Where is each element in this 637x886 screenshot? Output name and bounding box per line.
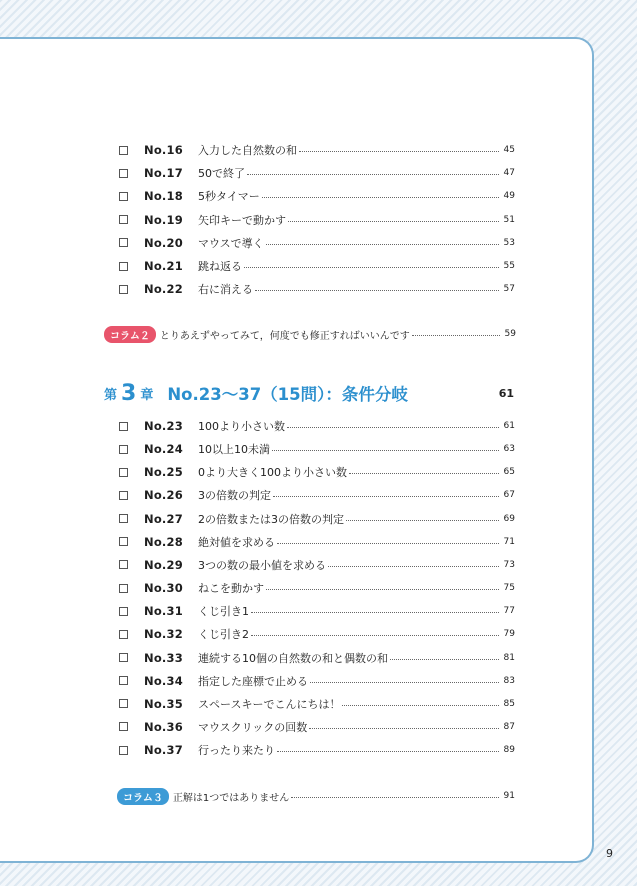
chapter-prefix: 第 [104, 387, 118, 403]
toc-entry [119, 257, 515, 275]
entry-title: 指定した座標で止める [198, 674, 308, 688]
checkbox[interactable] [119, 238, 128, 247]
toc-entry [119, 625, 515, 643]
toc-entry [119, 556, 515, 574]
entry-title: 行ったり来たり [198, 744, 275, 758]
entry-number: No.32 [144, 627, 183, 642]
leader-dots [262, 197, 499, 198]
entry-title: くじ引き2 [198, 628, 249, 642]
toc-entry [119, 695, 515, 713]
entry-number: No.27 [144, 511, 183, 526]
entry-number: No.21 [144, 259, 183, 273]
entry-number: No.23 [144, 419, 183, 433]
leader-dots [288, 221, 499, 222]
page-number: 85 [503, 698, 515, 709]
page-number: 89 [503, 745, 515, 756]
page-number: 47 [503, 168, 515, 179]
entry-title: マウスで導く [198, 236, 264, 250]
entry-title: くじ引き1 [198, 605, 249, 619]
page-number: 83 [503, 675, 515, 686]
column-title: 正解は1つではありません [172, 792, 290, 804]
checkbox[interactable] [119, 653, 128, 662]
entry-number: No.35 [144, 696, 183, 711]
toc-entry [119, 510, 515, 528]
page-number: 77 [503, 606, 515, 617]
page-number: 53 [503, 237, 515, 248]
leader-dots [266, 244, 499, 245]
entry-title: 3の倍数の判定 [198, 489, 271, 503]
entry-title: 跳ね返る [198, 260, 242, 273]
column-badge: コラム２ [104, 326, 156, 343]
entry-number: No.31 [144, 604, 183, 619]
column-title: とりあえずやってみて，何度でも修正すればいいんです [159, 330, 410, 342]
page-number: 57 [503, 284, 515, 295]
page-number: 79 [503, 629, 515, 640]
checkbox[interactable] [119, 262, 128, 271]
checkbox[interactable] [119, 560, 128, 569]
toc-entry [119, 672, 515, 690]
page-number: 87 [503, 721, 515, 732]
page-number: 91 [503, 791, 515, 801]
toc-entry [119, 187, 515, 205]
leader-dots [291, 797, 499, 798]
page-number: 49 [503, 191, 515, 202]
entry-title: 連続する10個の自然数の和と偶数の和 [198, 651, 388, 665]
page-number: 65 [503, 467, 515, 478]
checkbox[interactable] [119, 514, 128, 523]
entry-title: 入力した自然数の和 [198, 144, 297, 157]
column-2-entry [104, 325, 516, 343]
entry-number: No.18 [144, 189, 183, 204]
checkbox[interactable] [119, 630, 128, 639]
chapter-number: 3 [121, 380, 137, 406]
chapter-page: 61 [498, 386, 514, 400]
entry-title: 3つの数の最小値を求める [198, 558, 326, 572]
leader-dots [247, 174, 499, 175]
page-number: 67 [503, 490, 515, 501]
checkbox[interactable] [119, 607, 128, 616]
checkbox[interactable] [119, 146, 128, 155]
column-badge: コラム３ [117, 788, 169, 805]
entry-title: 2の倍数または3の倍数の判定 [198, 512, 344, 526]
checkbox[interactable] [119, 285, 128, 294]
toc-entry [119, 486, 515, 504]
entry-title: 10以上10未満 [198, 443, 270, 457]
entry-title: スペースキーでこんにちは！ [198, 697, 341, 711]
folio-page-number: 9 [606, 847, 613, 860]
entry-title: 50で終了 [198, 167, 245, 181]
checkbox[interactable] [119, 215, 128, 224]
chapter-title: No.23～37（15問）：条件分岐 [167, 385, 408, 404]
entry-number: No.34 [144, 673, 183, 688]
entry-number: No.26 [144, 488, 183, 503]
leader-dots [255, 290, 499, 291]
toc-entry [119, 741, 515, 759]
page-number: 73 [503, 559, 515, 570]
page-number: 63 [503, 444, 515, 455]
entry-number: No.33 [144, 650, 183, 665]
page-number: 69 [503, 513, 515, 524]
page-number: 81 [503, 652, 515, 663]
entry-number: No.30 [144, 581, 183, 596]
entry-number: No.36 [144, 719, 183, 734]
leader-dots [349, 473, 499, 474]
checkbox[interactable] [119, 722, 128, 731]
page-number: 45 [503, 145, 515, 155]
leader-dots [412, 335, 500, 336]
toc-entry [119, 280, 515, 298]
entry-number: No.17 [144, 166, 183, 181]
entry-title: 右に消える [198, 283, 253, 297]
leader-dots [299, 151, 499, 152]
entry-number: No.29 [144, 557, 183, 572]
toc-entry [119, 533, 515, 551]
checkbox[interactable] [119, 537, 128, 546]
entry-number: No.22 [144, 282, 183, 297]
checkbox[interactable] [119, 584, 128, 593]
checkbox[interactable] [119, 422, 128, 431]
leader-dots [272, 450, 499, 451]
toc-entry [119, 164, 515, 182]
entry-title: 絶対値を求める [198, 535, 275, 549]
chapter-heading [104, 378, 516, 408]
toc-entry [119, 649, 515, 667]
page-number: 51 [503, 214, 515, 225]
checkbox[interactable] [119, 192, 128, 201]
leader-dots [277, 543, 499, 544]
entry-title: 0より大きく100より小さい数 [198, 466, 347, 480]
checkbox[interactable] [119, 445, 128, 454]
column-3-entry [117, 787, 515, 805]
entry-number: No.24 [144, 442, 183, 457]
toc-entry [119, 579, 515, 597]
leader-dots [287, 427, 499, 428]
page-number: 75 [503, 583, 515, 594]
toc-entry [119, 417, 515, 435]
entry-title: 5秒タイマー [198, 190, 260, 204]
entry-number: No.37 [144, 743, 183, 758]
checkbox[interactable] [119, 699, 128, 708]
toc-entry [119, 718, 515, 736]
leader-dots [251, 635, 499, 636]
page-number: 71 [503, 536, 515, 547]
toc-entry [119, 141, 515, 159]
toc-entry [119, 602, 515, 620]
leader-dots [310, 682, 499, 683]
checkbox[interactable] [119, 491, 128, 500]
toc-entry [119, 211, 515, 229]
leader-dots [328, 566, 499, 567]
toc-entry [119, 463, 515, 481]
leader-dots [390, 659, 499, 660]
checkbox[interactable] [119, 169, 128, 178]
page-number: 61 [503, 421, 515, 431]
leader-dots [342, 705, 499, 706]
page-number: 59 [504, 329, 516, 339]
page-number: 55 [503, 261, 515, 271]
leader-dots [277, 751, 499, 752]
checkbox[interactable] [119, 676, 128, 685]
toc-entry [119, 440, 515, 458]
leader-dots [251, 612, 499, 613]
checkbox[interactable] [119, 746, 128, 755]
checkbox[interactable] [119, 468, 128, 477]
entry-number: No.25 [144, 465, 183, 480]
leader-dots [346, 520, 499, 521]
entry-title: 100より小さい数 [198, 420, 285, 433]
toc-entry [119, 234, 515, 252]
entry-number: No.19 [144, 212, 183, 227]
entry-number: No.16 [144, 143, 183, 157]
leader-dots [309, 728, 499, 729]
entry-title: マウスクリックの回数 [198, 720, 308, 734]
leader-dots [266, 589, 499, 590]
entry-number: No.20 [144, 235, 183, 250]
chapter-suffix: 章 [140, 387, 154, 403]
leader-dots [244, 267, 499, 268]
entry-title: ねこを動かす [198, 582, 264, 596]
leader-dots [273, 496, 499, 497]
entry-title: 矢印キーで動かす [198, 213, 286, 227]
entry-number: No.28 [144, 534, 183, 549]
